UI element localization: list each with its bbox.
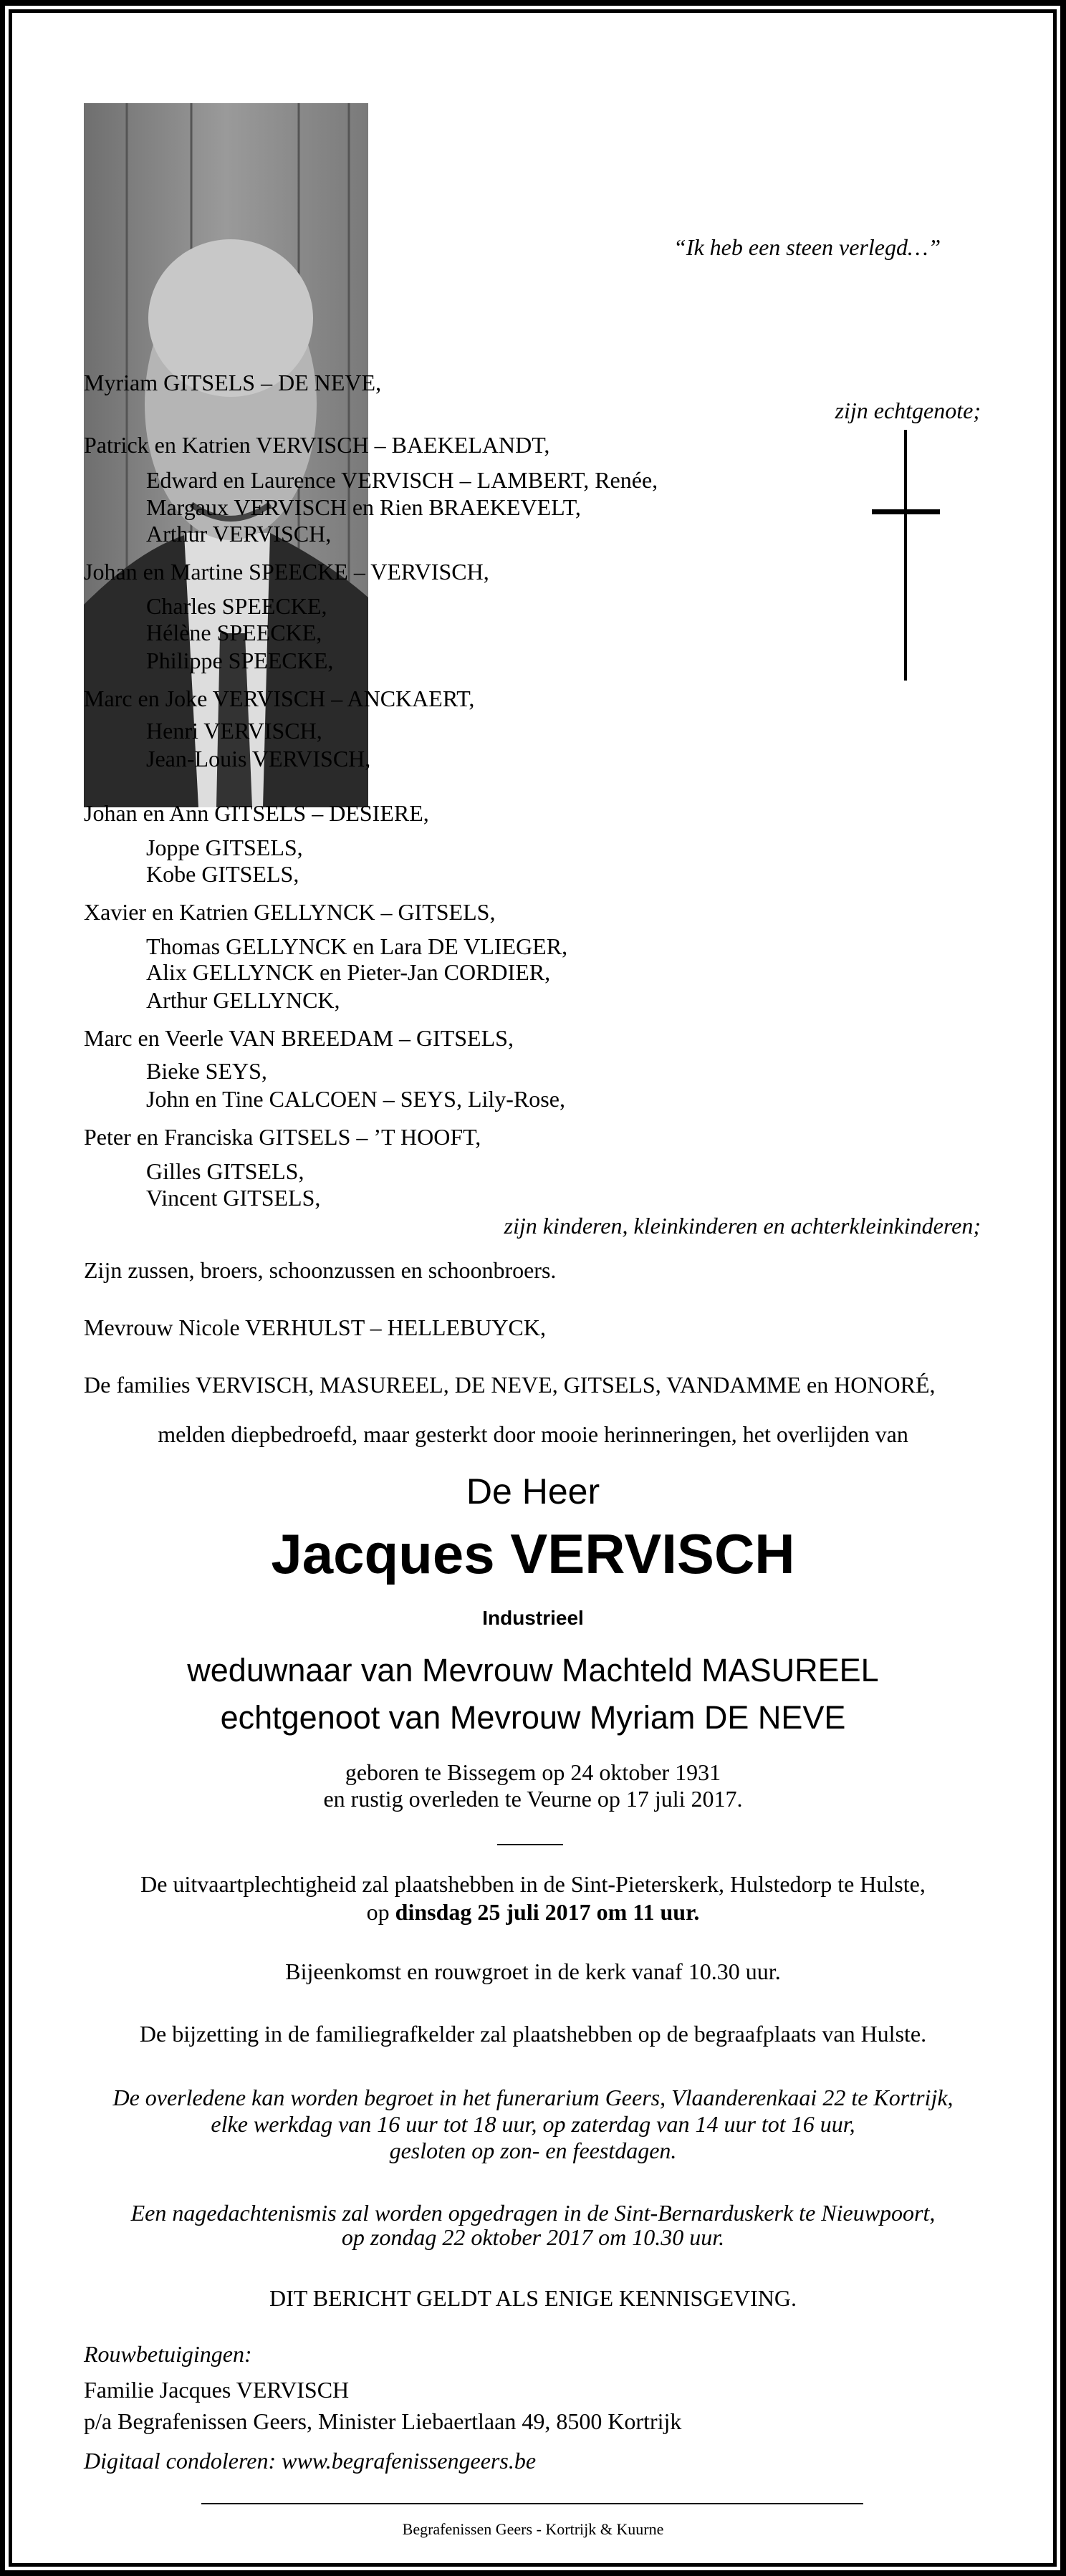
grandchild: Alix GELLYNCK en Pieter-Jan CORDIER, — [146, 959, 551, 985]
footer-rule — [201, 2503, 863, 2504]
grandchild: Charles SPEECKE, — [146, 593, 327, 619]
grandchild: Edward en Laurence VERVISCH – LAMBERT, Renée, — [146, 467, 658, 493]
funeral-line: De uitvaartplechtigheid zal plaatshebben in de Sint-Pieterskerk, Hulstedorp te Hulste, — [140, 1871, 926, 1897]
memorial-line: op zondag 22 oktober 2017 om 10.30 uur. — [341, 2224, 725, 2250]
child-family: Johan en Ann GITSELS – DESIERE, — [84, 800, 429, 826]
child-family: Peter en Franciska GITSELS – ’T HOOFT, — [84, 1124, 481, 1150]
viewing-line: elke werkdag van 16 uur tot 18 uur, op zaterdag van 14 uur tot 16 uur, — [211, 2111, 855, 2137]
profession: Industrieel — [482, 1607, 584, 1629]
footer: Begrafenissen Geers - Kortrijk & Kuurne — [402, 2520, 664, 2538]
husband-line: echtgenoot van Mevrouw Myriam DE NEVE — [220, 1699, 846, 1736]
burial: De bijzetting in de familiegrafkelder zal plaatshebben op de begraafplaats van Hulste. — [139, 2021, 927, 2047]
grandchild: Jean-Louis VERVISCH, — [146, 746, 371, 772]
siblings: Zijn zussen, broers, schoonzussen en schoonbroers. — [84, 1257, 557, 1283]
birth-line: geboren te Bissegem op 24 oktober 1931 — [345, 1759, 721, 1785]
condolences-label: Rouwbetuigingen: — [84, 2341, 252, 2367]
child-family: Marc en Joke VERVISCH – ANCKAERT, — [84, 686, 475, 711]
grandchild: Margaux VERVISCH en Rien BRAEKEVELT, — [146, 494, 581, 520]
condolences-name: Familie Jacques VERVISCH — [84, 2377, 350, 2403]
grandchild: Bieke SEYS, — [146, 1058, 267, 1084]
funeral-date-bold: dinsdag 25 juli 2017 om 11 uur. — [395, 1899, 700, 1925]
condolences-address: p/a Begrafenissen Geers, Minister Liebaertlaan 49, 8500 Kortrijk — [84, 2408, 682, 2434]
grandchild: Arthur GELLYNCK, — [146, 987, 340, 1013]
grandchild: John en Tine CALCOEN – SEYS, Lily-Rose, — [146, 1086, 565, 1112]
separator-dash — [497, 1844, 563, 1845]
spouse-role: zijn echtgenote; — [835, 398, 981, 423]
grandchild: Kobe GITSELS, — [146, 861, 299, 887]
grandchild: Philippe SPEECKE, — [146, 648, 334, 673]
child-family: Johan en Martine SPEECKE – VERVISCH, — [84, 559, 489, 585]
funeral-date — [0, 1898, 1066, 1926]
honorific: De Heer — [466, 1471, 600, 1512]
memorial-line: Een nagedachtenismis zal worden opgedragen in de Sint-Bernarduskerk te Nieuwpoort, — [130, 2200, 936, 2226]
child-family: Xavier en Katrien GELLYNCK – GITSELS, — [84, 899, 496, 925]
grandchild: Joppe GITSELS, — [146, 835, 303, 860]
announcement: melden diepbedroefd, maar gesterkt door mooie herinneringen, het overlijden van — [158, 1421, 908, 1447]
children-role: zijn kinderen, kleinkinderen en achterkleinkinderen; — [504, 1213, 981, 1239]
deceased-name: Jacques VERVISCH — [271, 1522, 795, 1585]
spouse-name: Myriam GITSELS – DE NEVE, — [84, 370, 382, 395]
death-line: en rustig overleden te Veurne op 17 juli 2017. — [323, 1786, 743, 1812]
families: De families VERVISCH, MASUREEL, DE NEVE, GITSELS, VANDAMME en HONORÉ, — [84, 1372, 936, 1398]
other-relative: Mevrouw Nicole VERHULST – HELLEBUYCK, — [84, 1315, 546, 1340]
grandchild: Arthur VERVISCH, — [146, 521, 332, 547]
grandchild: Vincent GITSELS, — [146, 1185, 321, 1211]
cross-icon-bar — [872, 509, 940, 514]
viewing-line: gesloten op zon- en feestdagen. — [389, 2138, 677, 2163]
notice: DIT BERICHT GELDT ALS ENIGE KENNISGEVING. — [269, 2285, 797, 2311]
widower-line: weduwnaar van Mevrouw Machteld MASUREEL — [187, 1652, 879, 1688]
digital-condolences-link[interactable]: Digitaal condoleren: www.begrafenissengeers.be — [84, 2448, 537, 2474]
quote: “Ik heb een steen verlegd…” — [673, 234, 941, 260]
gathering: Bijeenkomst en rouwgroet in de kerk vanaf 10.30 uur. — [285, 1959, 781, 1984]
child-family: Patrick en Katrien VERVISCH – BAEKELANDT, — [84, 432, 550, 458]
grandchild: Thomas GELLYNCK en Lara DE VLIEGER, — [146, 933, 568, 959]
child-family: Marc en Veerle VAN BREEDAM – GITSELS, — [84, 1025, 514, 1051]
funeral-date-prefix: op — [366, 1899, 395, 1925]
viewing-line: De overledene kan worden begroet in het funerarium Geers, Vlaanderenkaai 22 te Kortrijk, — [112, 2085, 954, 2110]
grandchild: Hélène SPEECKE, — [146, 620, 322, 645]
grandchild: Henri VERVISCH, — [146, 718, 322, 744]
grandchild: Gilles GITSELS, — [146, 1158, 304, 1184]
cross-icon — [904, 430, 907, 681]
